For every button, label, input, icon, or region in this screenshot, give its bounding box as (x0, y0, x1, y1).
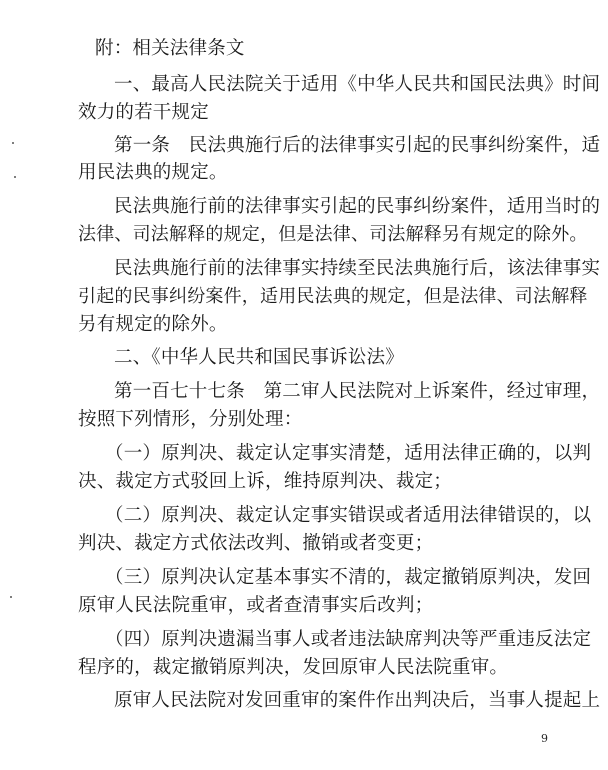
section-heading-1-cont: 效力的若干规定 (78, 102, 209, 123)
paragraph-line: 引起的民事纠纷案件，适用民法典的规定，但是法律、司法解释 (78, 286, 588, 307)
page-number: 9 (541, 732, 548, 745)
list-item-line: 决、裁定方式驳回上诉，维持原判决、裁定； (78, 471, 453, 492)
paragraph-line: 法律、司法解释的规定，但是法律、司法解释另有规定的除外。 (78, 224, 588, 245)
paragraph-line: 按照下列情形，分别处理： (78, 409, 303, 430)
list-item-line: 程序的，裁定撤销原判决，发回原审人民法院重审。 (78, 657, 509, 678)
list-item-line: 原审人民法院重审，或者查清事实后改判； (78, 595, 434, 616)
list-item-line: （二）原判决、裁定认定事实错误或者适用法律错误的，以 (105, 505, 592, 526)
section-heading-1: 一、最高人民法院关于适用《中华人民共和国民法典》时间 (114, 74, 601, 95)
scan-speck (12, 142, 14, 144)
scan-speck (14, 176, 16, 178)
paragraph-line: 民法典施行前的法律事实持续至民法典施行后，该法律事实 (114, 258, 601, 279)
scan-speck (10, 596, 12, 598)
list-item-line: （四）原判决遗漏当事人或者违法缺席判决等严重违反法定 (105, 629, 592, 650)
list-item-line: （一）原判决、裁定认定事实清楚，适用法律正确的，以判 (105, 443, 592, 464)
list-item-line: （三）原判决认定基本事实不清的，裁定撤销原判决，发回 (105, 567, 592, 588)
appendix-heading: 附：相关法律条文 (95, 38, 245, 59)
section-heading-2: 二、《中华人民共和国民事诉讼法》 (114, 347, 404, 368)
paragraph-line: 第一条 民法典施行后的法律事实引起的民事纠纷案件，适 (114, 135, 601, 156)
paragraph-line: 民法典施行前的法律事实引起的民事纠纷案件，适用当时的 (114, 196, 601, 217)
paragraph-line: 第一百七十七条 第二审人民法院对上诉案件，经过审理， (114, 381, 601, 402)
paragraph-line: 另有规定的除外。 (78, 314, 228, 335)
paragraph-line: 用民法典的规定。 (78, 162, 228, 183)
list-item-line: 判决、裁定方式依法改判、撤销或者变更； (78, 533, 434, 554)
paragraph-line: 原审人民法院对发回重审的案件作出判决后，当事人提起上 (114, 690, 601, 711)
